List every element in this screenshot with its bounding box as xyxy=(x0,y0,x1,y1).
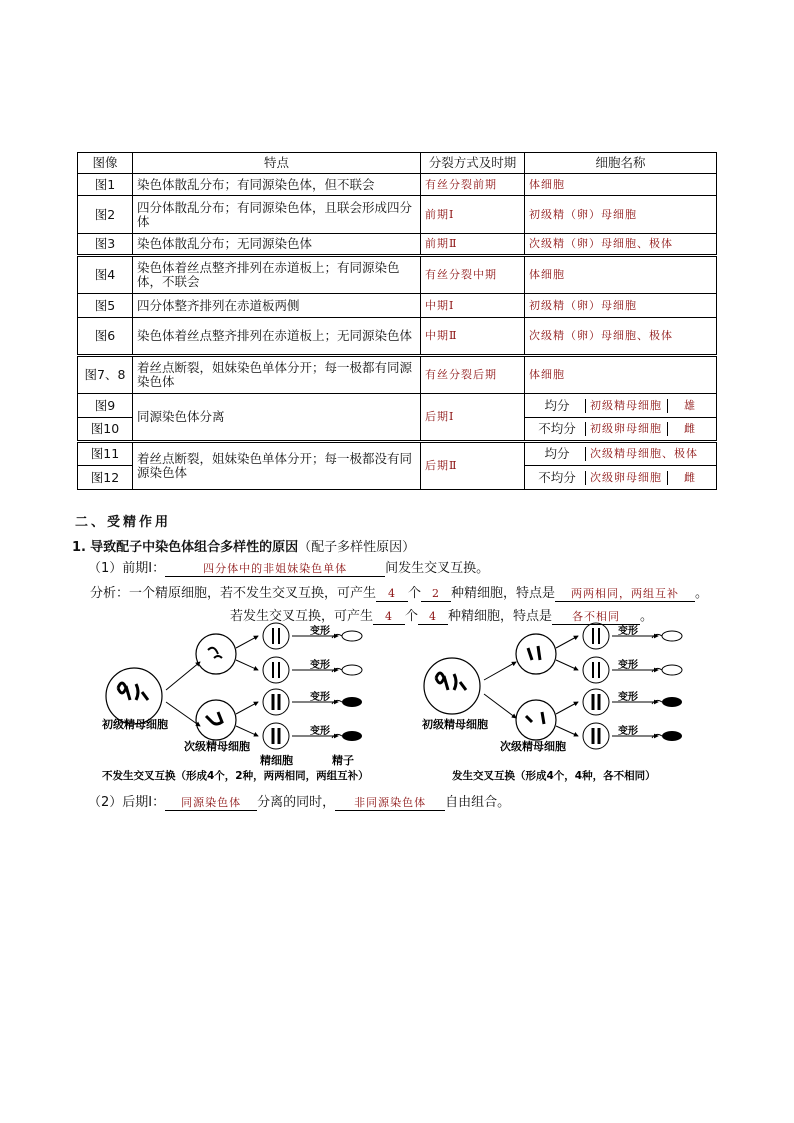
row-feature: 四分体整齐排列在赤道板两侧 xyxy=(133,294,421,318)
chromosome-marks xyxy=(528,646,540,660)
row-period: 有丝分裂前期 xyxy=(421,174,525,196)
secondary-cell-circle xyxy=(196,700,236,740)
arrow xyxy=(236,636,258,648)
row-sex: 雄 xyxy=(684,398,696,412)
text-segment: 若发生交叉互换，可产生 xyxy=(230,609,374,624)
row-cell-name: 初级精母细胞 xyxy=(586,399,668,413)
row-image: 图4 xyxy=(78,256,133,294)
row-feature: 同源染色体分离 xyxy=(133,394,421,442)
row-period: 中期Ⅱ xyxy=(421,318,525,356)
table-header-row xyxy=(78,153,717,174)
header-cell-name: 细胞名称 xyxy=(525,153,717,174)
row-image: 图1 xyxy=(78,174,133,196)
split-label: 不均分 xyxy=(529,422,586,436)
label-primary: 初级精母细胞 xyxy=(422,718,488,731)
answer-text: 2 xyxy=(432,587,441,600)
question-paren: （配子多样性原因） xyxy=(298,540,416,555)
label-transform: 变形 xyxy=(310,626,330,637)
row-cell-name: 体细胞 xyxy=(525,174,717,196)
row-image: 图7、8 xyxy=(78,356,133,394)
line-prophase-1 xyxy=(88,557,489,577)
arrow xyxy=(556,660,578,670)
answer-text: 4 xyxy=(385,610,394,623)
row-cell-name: 初级卵母细胞 xyxy=(586,422,668,436)
line-prefix: （1）前期Ⅰ： xyxy=(88,561,166,576)
table-row xyxy=(78,294,717,318)
secondary-cell-circle xyxy=(516,700,556,740)
row-image: 图11 xyxy=(78,442,133,466)
row-feature: 染色体散乱分布；有同源染色体，但不联会 xyxy=(133,174,421,196)
text-segment: 个 xyxy=(405,609,419,624)
row-cell-name-split xyxy=(525,418,717,442)
transform-arrows xyxy=(292,624,338,737)
answer-text: 各不相同 xyxy=(572,610,621,623)
row-image: 图3 xyxy=(78,234,133,256)
answer-blank xyxy=(421,586,451,602)
caption-crossover: 发生交叉互换（形成4个，4种，各不相同） xyxy=(452,770,656,782)
sperm-group xyxy=(652,631,682,741)
line-suffix: 间发生交叉互换。 xyxy=(385,561,490,576)
label-sperm: 精子 xyxy=(332,754,354,767)
arrow xyxy=(236,660,258,670)
row-cell-name: 初级精（卵）母细胞 xyxy=(525,196,717,234)
header-image: 图像 xyxy=(78,153,133,174)
answer-text: 两两相同，两组互补 xyxy=(571,587,680,600)
row-cell-name-split xyxy=(525,442,717,466)
row-period: 有丝分裂中期 xyxy=(421,256,525,294)
label-transform: 变形 xyxy=(618,726,638,737)
text-segment: 。 xyxy=(695,586,709,601)
row-cell-name-split xyxy=(525,466,717,490)
label-transform: 变形 xyxy=(618,660,638,671)
spermatid-group xyxy=(583,623,609,749)
primary-cell-circle xyxy=(424,658,480,714)
line-anaphase-1 xyxy=(88,791,510,811)
row-cell-name: 体细胞 xyxy=(525,256,717,294)
row-feature: 染色体着丝点整齐排列在赤道板上；无同源染色体 xyxy=(133,318,421,356)
answer-text: 4 xyxy=(429,610,438,623)
answer-text: 四分体中的非姐妹染色单体 xyxy=(203,562,348,575)
answer-text: 4 xyxy=(388,587,397,600)
table-row xyxy=(78,234,717,256)
table-row xyxy=(78,196,717,234)
table-row xyxy=(78,174,717,196)
row-image: 图9 xyxy=(78,394,133,418)
chromosome-marks xyxy=(206,712,222,724)
answer-blank xyxy=(165,560,385,577)
secondary-cell-circle xyxy=(196,634,236,674)
row-sex: 雌 xyxy=(684,422,696,435)
transform-arrows xyxy=(612,624,658,737)
answer-blank xyxy=(165,794,257,811)
diagram-crossover xyxy=(421,623,682,782)
row-cell-name: 次级精（卵）母细胞、极体 xyxy=(525,318,717,356)
label-transform: 变形 xyxy=(310,726,330,737)
section-title: 二、受精作用 xyxy=(75,515,172,530)
row-cell-name: 次级精（卵）母细胞、极体 xyxy=(525,234,717,256)
label-transform: 变形 xyxy=(310,660,330,671)
split-label: 不均分 xyxy=(529,471,586,485)
label-secondary: 次级精母细胞 xyxy=(500,740,566,753)
chromosome-marks xyxy=(118,683,148,700)
chromosome-marks xyxy=(526,712,544,724)
chromosome-marks xyxy=(436,673,466,690)
diagram-no-crossover xyxy=(101,623,369,782)
label-secondary: 次级精母细胞 xyxy=(184,740,250,753)
sperm-group xyxy=(332,631,362,741)
row-cell-name: 体细胞 xyxy=(525,356,717,394)
meiosis-table xyxy=(77,152,717,490)
text-segment: 分离的同时， xyxy=(257,795,336,810)
row-period: 后期Ⅰ xyxy=(421,394,525,442)
label-transform: 变形 xyxy=(310,692,330,703)
label-transform: 变形 xyxy=(618,692,638,703)
caption-no-crossover: 不发生交叉互换（形成4个，2种，两两相同，两组互补） xyxy=(102,770,369,782)
row-cell-name: 次级卵母细胞 xyxy=(586,471,668,485)
row-feature: 着丝点断裂，姐妹染色单体分开；每一极都有同源染色体 xyxy=(133,356,421,394)
text-segment: 种精细胞，特点是 xyxy=(451,586,556,601)
answer-text: 同源染色体 xyxy=(181,796,242,809)
row-feature: 四分体散乱分布；有同源染色体，且联会形成四分体 xyxy=(133,196,421,234)
table-row xyxy=(78,394,717,418)
label-spermatid: 精细胞 xyxy=(260,754,293,767)
split-label: 均分 xyxy=(529,447,586,461)
answer-blank xyxy=(376,586,408,602)
row-cell-name: 次级精母细胞、极体 xyxy=(590,447,698,460)
table-row xyxy=(78,256,717,294)
arrow xyxy=(236,726,258,736)
row-period: 前期Ⅰ xyxy=(421,196,525,234)
answer-text: 非同源染色体 xyxy=(354,796,427,809)
table-row xyxy=(78,442,717,466)
question-1-heading xyxy=(72,536,415,555)
arrow xyxy=(484,694,516,718)
arrow xyxy=(166,662,200,690)
primary-cell-circle xyxy=(106,668,162,724)
label-primary: 初级精母细胞 xyxy=(102,718,168,731)
row-feature: 染色体着丝点整齐排列在赤道板上；有同源染色体，不联会 xyxy=(133,256,421,294)
line-prefix: （2）后期Ⅰ： xyxy=(88,795,166,810)
table-row xyxy=(78,356,717,394)
header-period: 分裂方式及时期 xyxy=(421,153,525,174)
arrow xyxy=(556,702,578,714)
arrow xyxy=(166,702,200,726)
arrow xyxy=(484,662,516,680)
answer-blank xyxy=(335,794,445,811)
header-feature: 特点 xyxy=(133,153,421,174)
secondary-cell-circle xyxy=(516,634,556,674)
text-segment: 分析：一个精原细胞，若不发生交叉互换，可产生 xyxy=(90,586,377,601)
arrow xyxy=(556,726,578,736)
text-segment: 种精细胞，特点是 xyxy=(448,609,553,624)
label-transform: 变形 xyxy=(618,626,638,637)
row-period: 前期Ⅱ xyxy=(421,234,525,256)
arrow xyxy=(236,702,258,714)
row-image: 图12 xyxy=(78,466,133,490)
row-cell-name-split xyxy=(525,394,717,418)
arrow xyxy=(556,636,578,648)
answer-blank xyxy=(555,585,695,602)
text-segment: 。 xyxy=(640,609,654,624)
row-image: 图5 xyxy=(78,294,133,318)
table-row xyxy=(78,318,717,356)
meiosis-diagram xyxy=(96,622,716,784)
row-period: 有丝分裂后期 xyxy=(421,356,525,394)
row-feature: 染色体散乱分布；无同源染色体 xyxy=(133,234,421,256)
row-image: 图2 xyxy=(78,196,133,234)
row-cell-name: 初级精（卵）母细胞 xyxy=(525,294,717,318)
question-number: 1. xyxy=(72,540,86,555)
row-sex: 雌 xyxy=(684,470,696,484)
line-analysis xyxy=(90,582,708,602)
text-segment: 个 xyxy=(408,586,422,601)
line-suffix: 自由组合。 xyxy=(445,795,511,810)
chromosome-marks xyxy=(208,648,222,658)
question-title: 导致配子中染色体组合多样性的原因 xyxy=(90,540,299,555)
row-period: 后期Ⅱ xyxy=(421,442,525,490)
split-label: 均分 xyxy=(529,399,586,413)
spermatid-group xyxy=(263,623,289,749)
row-feature: 着丝点断裂，姐妹染色单体分开；每一极都没有同源染色体 xyxy=(133,442,421,490)
row-image: 图6 xyxy=(78,318,133,356)
row-image: 图10 xyxy=(78,418,133,442)
row-period: 中期Ⅰ xyxy=(421,294,525,318)
